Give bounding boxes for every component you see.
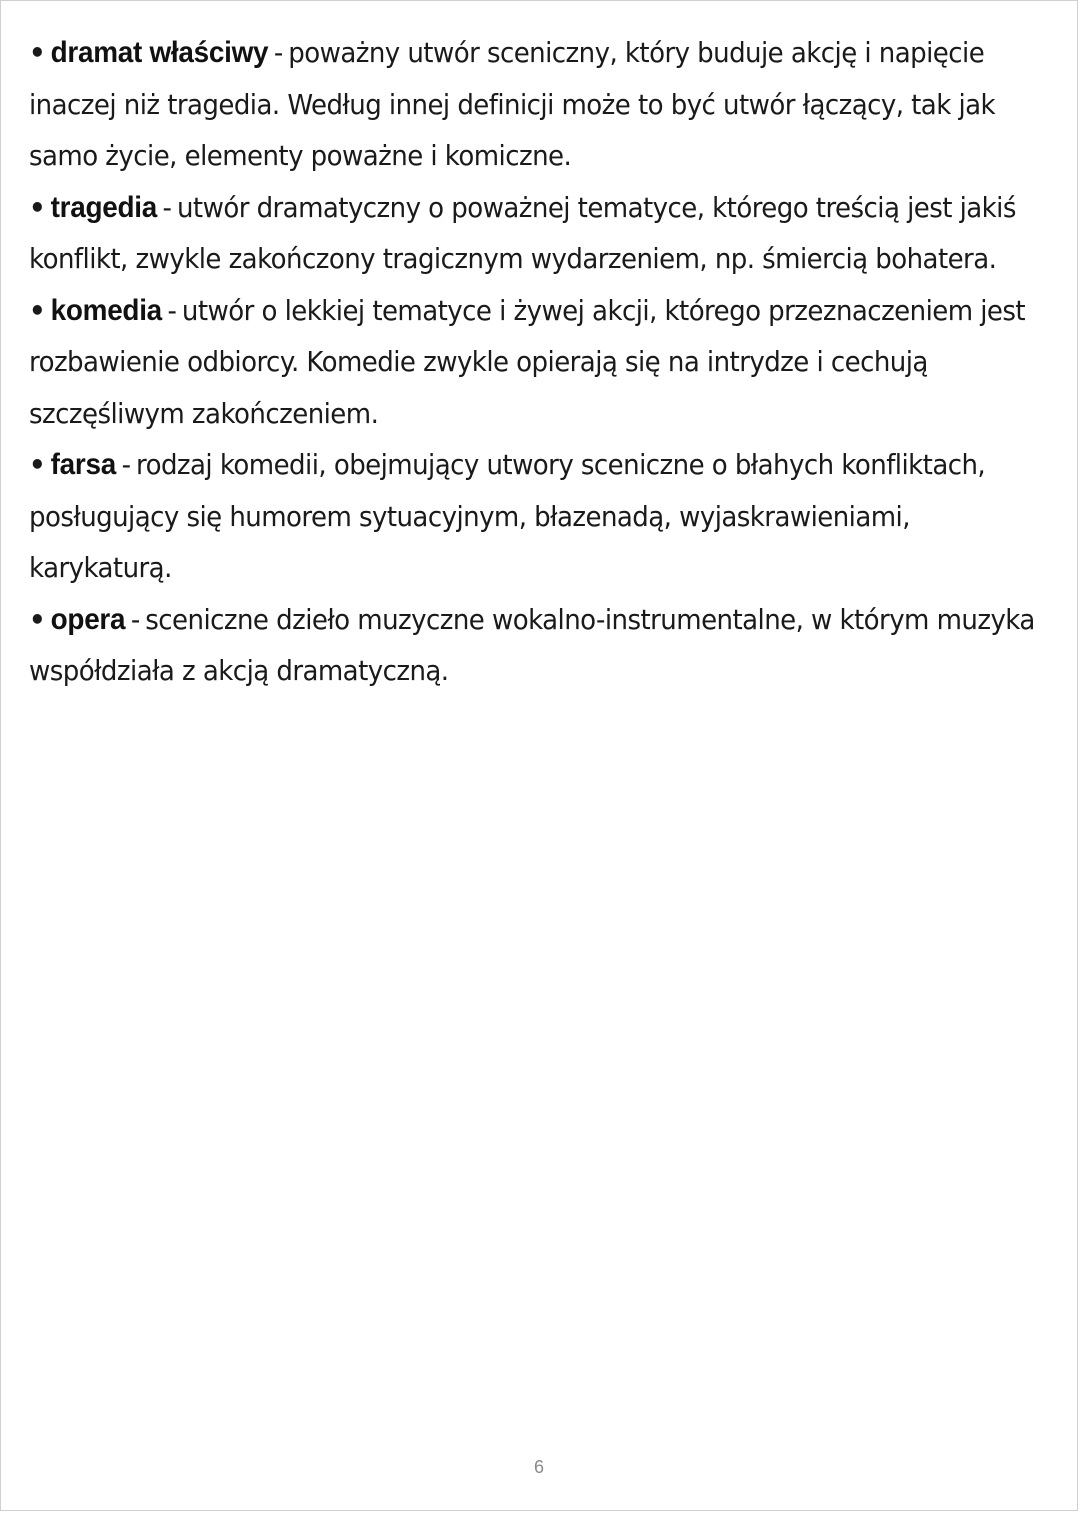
- definition-entry: [29, 27, 1048, 182]
- separator: -: [167, 293, 177, 327]
- definition: utwór o lekkiej tematyce i żywej akcji, którego przeznaczeniem jest rozbawienie odbiorcy. Komedie zwykle opierają się na intrydze i cechują szczęśliwym zakończeniem.: [29, 293, 1026, 430]
- definition-entry: [29, 594, 1048, 697]
- page-number: 6: [533, 1457, 544, 1477]
- term: dramat właściwy: [50, 36, 269, 69]
- definition-entry: [29, 285, 1048, 440]
- definition: utwór dramatyczny o poważnej tematyce, którego treścią jest jakiś konflikt, zwykle zakończony tragicznym wydarzeniem, np. śmiercią bohatera.: [29, 190, 1016, 275]
- definition-entry: [29, 439, 1048, 594]
- separator: -: [130, 602, 140, 636]
- bullet: •: [29, 293, 46, 327]
- separator: -: [273, 36, 283, 69]
- bullet: •: [29, 190, 46, 224]
- bullet: •: [29, 602, 46, 636]
- term: tragedia: [50, 190, 157, 224]
- definition: poważny utwór sceniczny, który buduje akcję i napięcie inaczej niż tragedia. Według innej definicji może to być utwór łączący, tak jak samo życie, elementy poważne i komiczne.: [29, 36, 996, 172]
- term: farsa: [50, 448, 116, 481]
- term: opera: [50, 602, 126, 636]
- term: komedia: [50, 293, 162, 327]
- separator: -: [162, 190, 172, 224]
- bullet: •: [29, 448, 46, 481]
- separator: -: [121, 448, 131, 481]
- definitions-list: [29, 27, 1049, 697]
- bullet: •: [29, 36, 46, 69]
- definition-entry: [29, 182, 1048, 285]
- definition: sceniczne dzieło muzyczne wokalno-instrumentalne, w którym muzyka współdziała z akcją dramatyczną.: [29, 602, 1035, 687]
- definition: rodzaj komedii, obejmujący utwory sceniczne o błahych konfliktach, posługujący się humorem sytuacyjnym, błazenadą, wyjaskrawieniami, karykaturą.: [29, 448, 986, 584]
